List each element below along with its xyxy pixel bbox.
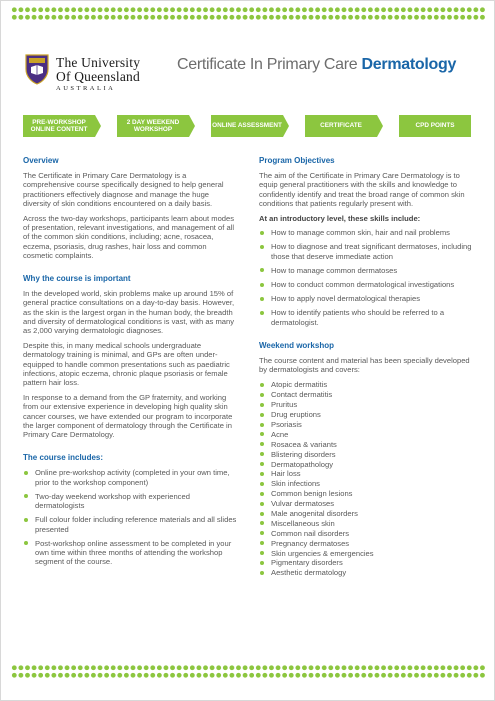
university-name-line2: Of Queensland xyxy=(56,69,140,84)
includes-heading: The course includes: xyxy=(23,453,104,463)
overview-paragraph-1: The Certificate in Primary Care Dermatology is a comprehensive course specifically designed to help general practitioners effectively diagnose and manage the huge diversity of skin conditions encountered on a daily basis. xyxy=(23,171,224,208)
objectives-paragraph: The aim of the Certificate in Primary Care Dermatology is to equip general practitioners with the skills and knowledge to confidently identify and treat the broad range of common skin conditions that patients regularly present with. xyxy=(259,171,465,208)
weekend-heading: Weekend workshop xyxy=(259,340,334,350)
list-item: How to diagnose and treat significant dermatoses, including those that deserve immediate action xyxy=(259,242,477,260)
list-item: Psoriasis xyxy=(259,420,477,429)
list-item: Male anogenital disorders xyxy=(259,509,477,518)
step-pre-workshop: PRE-WORKSHOP ONLINE CONTENT xyxy=(23,115,95,137)
step-arrow-1 xyxy=(95,115,101,137)
title-prefix: Certificate In Primary Care xyxy=(177,56,362,73)
step-arrow-3 xyxy=(283,115,289,137)
bottom-dot-band xyxy=(11,664,486,679)
list-item: Skin urgencies & emergencies xyxy=(259,549,477,558)
list-item: Hair loss xyxy=(259,469,477,478)
step-arrow-2 xyxy=(189,115,195,137)
skills-list xyxy=(259,228,477,327)
list-item: Acne xyxy=(259,430,477,439)
list-item: Miscellaneous skin xyxy=(259,519,477,528)
objectives-section xyxy=(259,156,477,327)
university-country: AUSTRALIA xyxy=(56,85,116,92)
list-item: How to identify patients who should be referred to a dermatologist. xyxy=(259,308,477,326)
topics-list xyxy=(259,380,477,577)
objectives-heading: Program Objectives xyxy=(259,156,335,165)
list-item: Common benign lesions xyxy=(259,489,477,498)
step-cpd-points: CPD POINTS xyxy=(399,115,471,137)
list-item: Common nail disorders xyxy=(259,529,477,538)
list-item: Pruritus xyxy=(259,400,477,409)
list-item: Contact dermatitis xyxy=(259,390,477,399)
top-dot-band xyxy=(11,6,486,21)
list-item: Rosacea & variants xyxy=(259,440,477,449)
left-column xyxy=(23,156,237,580)
list-item: Blistering disorders xyxy=(259,450,477,459)
overview-paragraph-2: Across the two-day workshops, participants learn about modes of presentation, relevant investigations, and management of all of the common skin conditions, including; acne, rosacea, eczema, psoriasis, drug rashes, hair loss and common cosmetic complaints. xyxy=(23,214,235,260)
page-title xyxy=(177,56,456,74)
why-section xyxy=(23,274,237,439)
list-item: How to manage common skin, hair and nail problems xyxy=(259,228,477,237)
list-item: How to conduct common dermatological investigations xyxy=(259,280,477,289)
list-item: Pigmentary disorders xyxy=(259,558,477,567)
list-item: Skin infections xyxy=(259,479,477,488)
includes-list xyxy=(23,468,237,566)
list-item: How to manage common dermatoses xyxy=(259,266,477,275)
list-item: Vulvar dermatoses xyxy=(259,499,477,508)
weekend-paragraph: The course content and material has been specially developed by dermatologists and covers: xyxy=(259,356,470,375)
list-item: Two-day weekend workshop with experienced dermatologists xyxy=(23,492,237,510)
includes-section xyxy=(23,453,237,566)
step-weekend-workshop: 2 DAY WEEKEND WORKSHOP xyxy=(117,115,189,137)
step-certificate: CERTIFICATE xyxy=(305,115,377,137)
list-item: Pregnancy dermatoses xyxy=(259,539,477,548)
uq-crest-icon xyxy=(24,53,50,85)
right-column xyxy=(259,156,477,592)
university-name-line1: The University xyxy=(56,55,141,70)
list-item: Online pre-workshop activity (completed in your own time, prior to the workshop component) xyxy=(23,468,237,486)
list-item: Atopic dermatitis xyxy=(259,380,477,389)
uq-logo xyxy=(24,53,154,95)
weekend-section xyxy=(259,341,477,578)
why-paragraph-3: In response to a demand from the GP fraternity, and working from our extensive experience in developing high quality skin cancer courses, we have extended our program to incorporate the larger component of dermatology through the Certificate in Primary Care Dermatology. xyxy=(23,393,233,440)
step-online-assessment: ONLINE ASSESSMENT xyxy=(211,115,283,137)
list-item: Full colour folder including reference materials and all slides presented xyxy=(23,515,237,533)
skills-subheading: At an introductory level, these skills include: xyxy=(259,214,421,224)
list-item: Aesthetic dermatology xyxy=(259,568,477,577)
why-paragraph-1: In the developed world, skin problems make up around 15% of general practice consultations on a day-to-day basis. However, as the skin is the largest organ in the human body, the breadth and diversity of dermatological conditions is vast, with as many as 2,000 varying dermatologic diagnoses. xyxy=(23,289,235,336)
list-item: Drug eruptions xyxy=(259,410,477,419)
why-paragraph-2: Despite this, in many medical schools undergraduate dermatology training is minimal, and GPs are often under-equipped to handle common presentations such as paediatric infections, atopic eczema, chronic plaque psoriasis or female pattern hair loss. xyxy=(23,341,230,388)
overview-section xyxy=(23,156,237,260)
step-arrow-4 xyxy=(377,115,383,137)
overview-heading: Overview xyxy=(23,156,59,165)
list-item: Dermatopathology xyxy=(259,460,477,469)
title-accent: Dermatology xyxy=(361,56,457,73)
list-item: Post-workshop online assessment to be completed in your own time within three months of attending the workshop segment of the course. xyxy=(23,539,237,567)
list-item: How to apply novel dermatological therapies xyxy=(259,294,477,303)
why-heading: Why the course is important xyxy=(23,274,131,284)
process-steps xyxy=(23,115,471,137)
